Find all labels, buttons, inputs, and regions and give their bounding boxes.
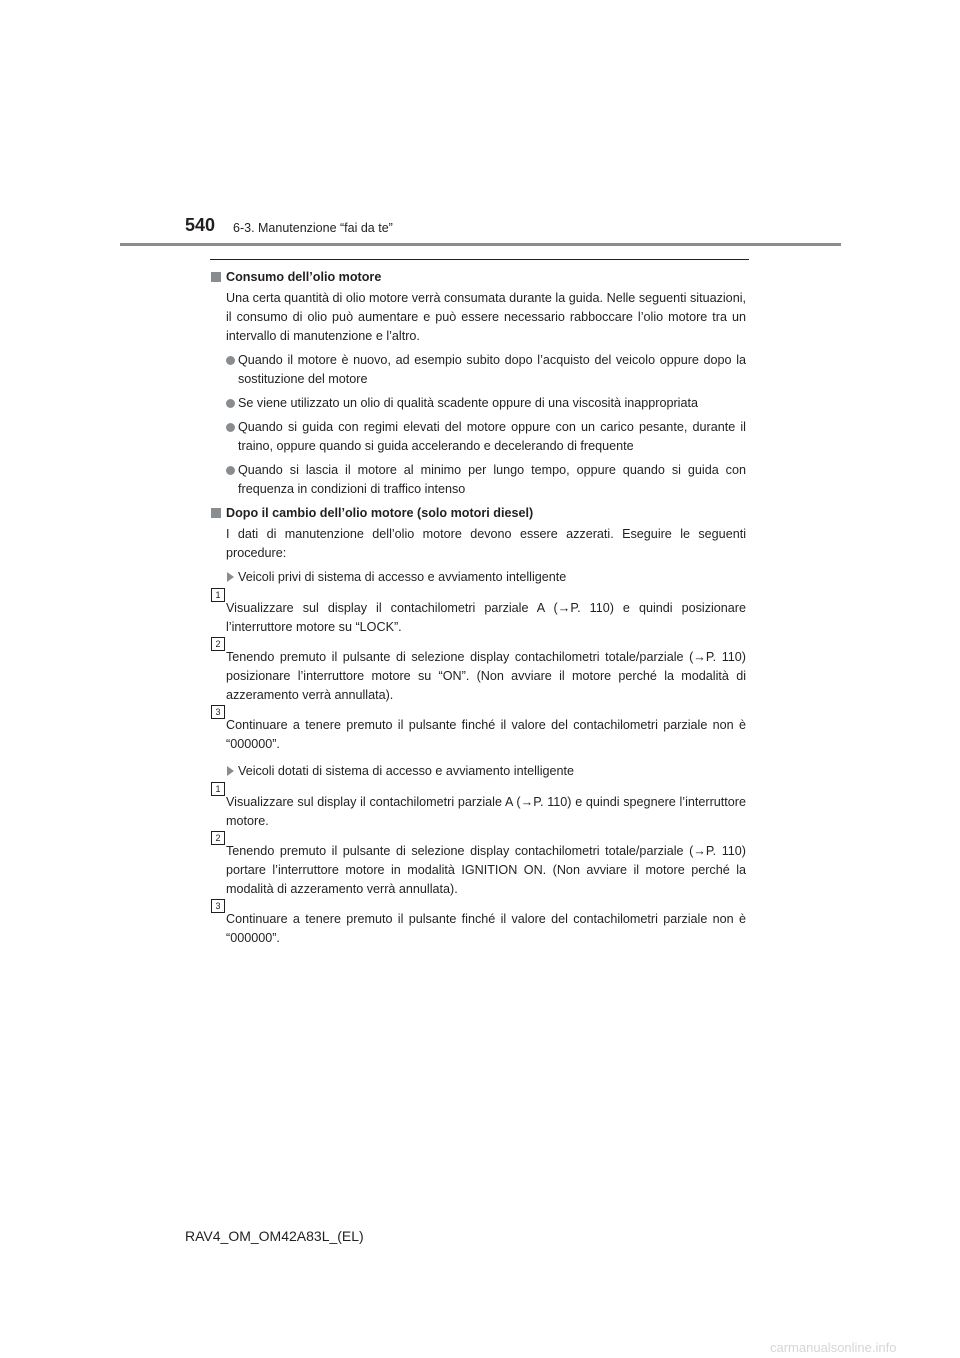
procedure-step: 2 Tenendo premuto il pulsante di selezione display contachilometri totale/parziale (→P. 110) posizionare l’interruttore motore su “ON”. (Non avviare il motore perché la modalità di azzeramento verrà annullata). [210,648,746,705]
round-bullet-icon [226,399,235,408]
square-bullet-icon [211,272,221,282]
oil-consumption-intro: Una certa quantità di olio motore verrà consumata durante la guida. Nelle seguenti situazioni, il consumo di olio può aumentare e può essere necessario rabboccare l’olio motore tra un intervallo di manutenzione e l’altro. [226,291,746,343]
step-number-box: 1 [211,782,225,796]
step-number-box: 2 [211,637,225,651]
after-oil-change-intro: I dati di manutenzione dell’olio motore devono essere azzerati. Eseguire le seguenti procedure: [226,527,746,560]
vehicle-group-label: Veicoli privi di sistema di accesso e avviamento intelligente [210,568,746,587]
content-top-rule [210,259,749,260]
list-item: Quando si lascia il motore al minimo per lungo tempo, oppure quando si guida con frequenza in condizioni di traffico intenso [210,461,746,499]
round-bullet-icon [226,423,235,432]
procedure-step: 3 Continuare a tenere premuto il pulsante finché il valore del contachilometri parziale non è “000000”. [210,910,746,948]
procedure-step: 3 Continuare a tenere premuto il pulsante finché il valore del contachilometri parziale non è “000000”. [210,716,746,754]
step-number-box: 3 [211,705,225,719]
round-bullet-icon [226,466,235,475]
page-header [0,0,960,250]
round-bullet-icon [226,356,235,365]
procedure-step: 2 Tenendo premuto il pulsante di selezione display contachilometri totale/parziale (→P. 110) portare l’interruttore motore in modalità IGNITION ON. (Non avviare il motore perché la modalità di azzeramento verrà annullata). [210,842,746,899]
square-bullet-icon [211,508,221,518]
step-number-box: 2 [211,831,225,845]
page-number: 540 [185,215,216,235]
header-rule [120,243,841,246]
step-number-box: 3 [211,899,225,913]
triangle-arrow-icon [227,766,234,776]
heading-oil-consumption: Consumo dell’olio motore [210,268,746,287]
heading-after-oil-change: Dopo il cambio dell’olio motore (solo motori diesel) [210,504,746,523]
vehicle-group-label: Veicoli dotati di sistema di accesso e avviamento intelligente [210,762,746,781]
procedure-step: 1 Visualizzare sul display il contachilometri parziale A (→P. 110) e quindi posizionare l’interruttore motore su “LOCK”. [210,599,746,637]
watermark: carmanualsonline.info [770,1340,897,1355]
list-item: Se viene utilizzato un olio di qualità scadente oppure di una viscosità inappropriata [210,394,746,413]
step-number-box: 1 [211,588,225,602]
procedure-step: 1 Visualizzare sul display il contachilometri parziale A (→P. 110) e quindi spegnere l’interruttore motore. [210,793,746,831]
section-title: 6-3. Manutenzione “fai da te” [233,221,393,235]
list-item: Quando si guida con regimi elevati del motore oppure con un carico pesante, durante il traino, oppure quando si guida accelerando e decelerando di frequente [210,418,746,456]
triangle-arrow-icon [227,572,234,582]
list-item: Quando il motore è nuovo, ad esempio subito dopo l’acquisto del veicolo oppure dopo la sostituzione del motore [210,351,746,389]
page-content [210,268,746,953]
document-code: RAV4_OM_OM42A83L_(EL) [185,1228,364,1244]
